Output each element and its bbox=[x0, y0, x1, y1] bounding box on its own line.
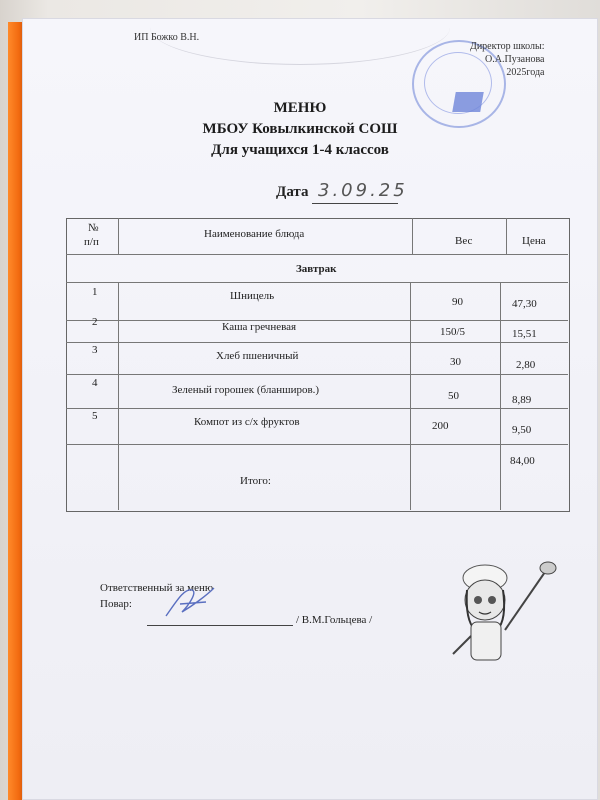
header-num: № bbox=[88, 222, 99, 234]
row-weight: 30 bbox=[450, 356, 461, 368]
row-weight: 50 bbox=[448, 390, 459, 402]
approver-title: Директор школы: bbox=[470, 41, 545, 52]
row-num: 5 bbox=[92, 410, 98, 422]
cook-name: / В.М.Гольцева / bbox=[296, 614, 373, 626]
row-weight: 200 bbox=[432, 420, 449, 432]
row-weight: 150/5 bbox=[440, 326, 466, 338]
header-weight: Вес bbox=[455, 235, 473, 247]
row-price: 2,80 bbox=[516, 359, 536, 371]
school-name: МБОУ Ковылкинской СОШ bbox=[202, 121, 398, 137]
header-num-sub: п/п bbox=[84, 236, 99, 248]
row-num: 4 bbox=[92, 377, 98, 389]
table-line bbox=[66, 254, 568, 255]
row-price: 8,89 bbox=[512, 394, 532, 406]
table-line bbox=[118, 218, 119, 254]
row-price: 15,51 bbox=[512, 328, 537, 340]
total-value: 84,00 bbox=[510, 455, 535, 467]
row-dish: Каша гречневая bbox=[222, 321, 297, 333]
table-line bbox=[66, 444, 568, 445]
section-breakfast: Завтрак bbox=[296, 263, 337, 275]
header-dish-name: Наименование блюда bbox=[204, 228, 305, 240]
row-weight: 90 bbox=[452, 296, 463, 308]
table-line bbox=[66, 282, 568, 283]
signature-line bbox=[147, 625, 293, 626]
row-num: 1 bbox=[92, 286, 98, 298]
handwritten-signature bbox=[162, 582, 222, 622]
row-num: 3 bbox=[92, 344, 98, 356]
date-label: Дата bbox=[276, 184, 309, 200]
date-underline bbox=[312, 203, 398, 204]
supplier-name: ИП Божко В.Н. bbox=[134, 32, 200, 43]
row-price: 47,30 bbox=[512, 298, 537, 310]
chef-illustration bbox=[445, 560, 565, 670]
row-dish: Хлеб пшеничный bbox=[216, 350, 299, 362]
row-price: 9,50 bbox=[512, 424, 532, 436]
table-line bbox=[410, 282, 411, 510]
table-line bbox=[118, 282, 119, 510]
approver-year: 2025года bbox=[506, 67, 545, 78]
approver-name: О.А.Пузанова bbox=[485, 54, 545, 65]
responsible-label: Ответственный за меню bbox=[100, 582, 214, 594]
cook-label: Повар: bbox=[100, 598, 132, 610]
table-line bbox=[66, 408, 568, 409]
table-line bbox=[506, 218, 507, 254]
table-line bbox=[500, 282, 501, 510]
grade-range: Для учащихся 1-4 классов bbox=[211, 142, 389, 158]
table-line bbox=[66, 342, 568, 343]
row-dish: Зеленый горошек (бланширов.) bbox=[172, 384, 320, 396]
row-dish: Шницель bbox=[230, 290, 275, 302]
date-value: 3.09.25 bbox=[318, 180, 408, 201]
row-num: 2 bbox=[92, 316, 98, 328]
row-dish: Компот из с/х фруктов bbox=[194, 416, 300, 428]
header-price: Цена bbox=[522, 235, 546, 247]
approval-block bbox=[470, 40, 544, 79]
table-line bbox=[66, 374, 568, 375]
menu-title: МЕНЮ bbox=[273, 100, 327, 116]
table-line bbox=[66, 320, 568, 321]
table-line bbox=[412, 218, 413, 254]
total-label: Итого: bbox=[240, 475, 271, 487]
